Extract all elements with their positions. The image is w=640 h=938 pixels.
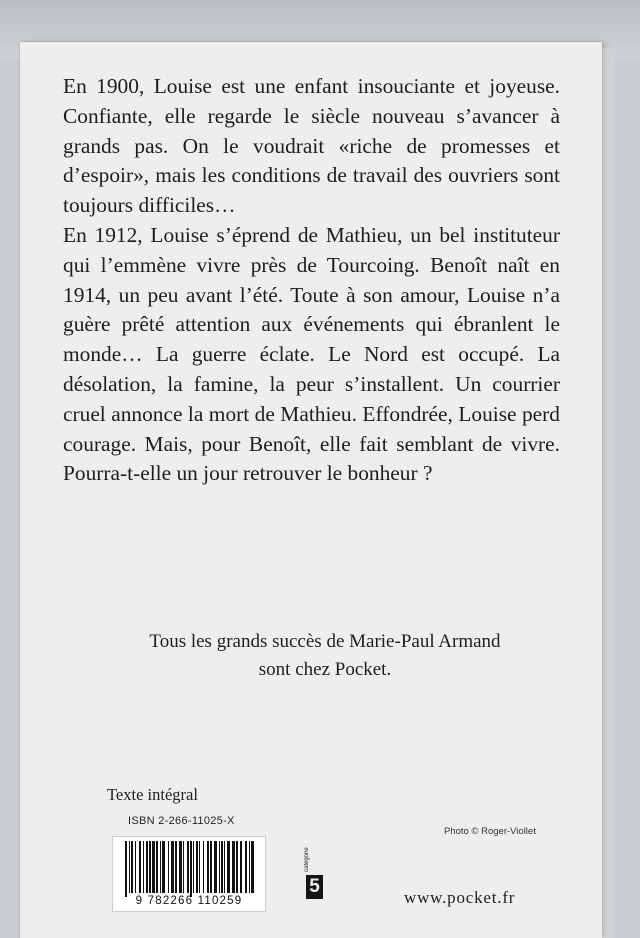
tagline-line-1: Tous les grands succès de Marie-Paul Armand	[149, 631, 501, 652]
blurb-paragraph-1: En 1900, Louise est une enfant insouciante et joyeuse. Confiante, elle regarde le siècle nouveau s’avancer à grands pas. On le voudrait «riche de promesses et d’espoir», mais les conditions de travail des ouvriers sont toujours difficiles…	[63, 74, 560, 218]
edition-note: Texte intégral	[107, 785, 198, 804]
author-tagline	[60, 628, 590, 684]
publisher-website: www.pocket.fr	[404, 888, 516, 907]
price-category-number: 5	[306, 875, 323, 899]
price-category-label: catégorie	[304, 847, 310, 872]
tagline-line-2: sont chez Pocket.	[258, 659, 392, 680]
price-category	[304, 848, 324, 902]
blurb-paragraph-2: En 1912, Louise s’éprend de Mathieu, un bel instituteur qui l’emmène vivre près de Tourcoing. Benoît naît en 1914, un peu avant l’été. Toute à son amour, Louise n’a guère prêté attention aux événements qui ébranlent le monde… La guerre éclate. Le Nord est occupé. La désolation, la famine, la peur s’installent. Un courrier cruel annonce la mort de Mathieu. Effondrée, Louise perd courage. Mais, pour Benoît, elle fait semblant de vivre. Pourra-t-elle un jour retrouver le bonheur ?	[63, 222, 560, 486]
book-page-edge	[600, 48, 614, 938]
photo-credit: Photo © Roger-Viollet	[444, 826, 536, 837]
isbn-number: ISBN 2-266-11025-X	[128, 815, 235, 827]
blurb-text	[63, 72, 560, 489]
barcode-digits: 9 782266 110259	[135, 895, 243, 907]
barcode	[112, 836, 266, 912]
barcode-bars	[113, 837, 265, 897]
